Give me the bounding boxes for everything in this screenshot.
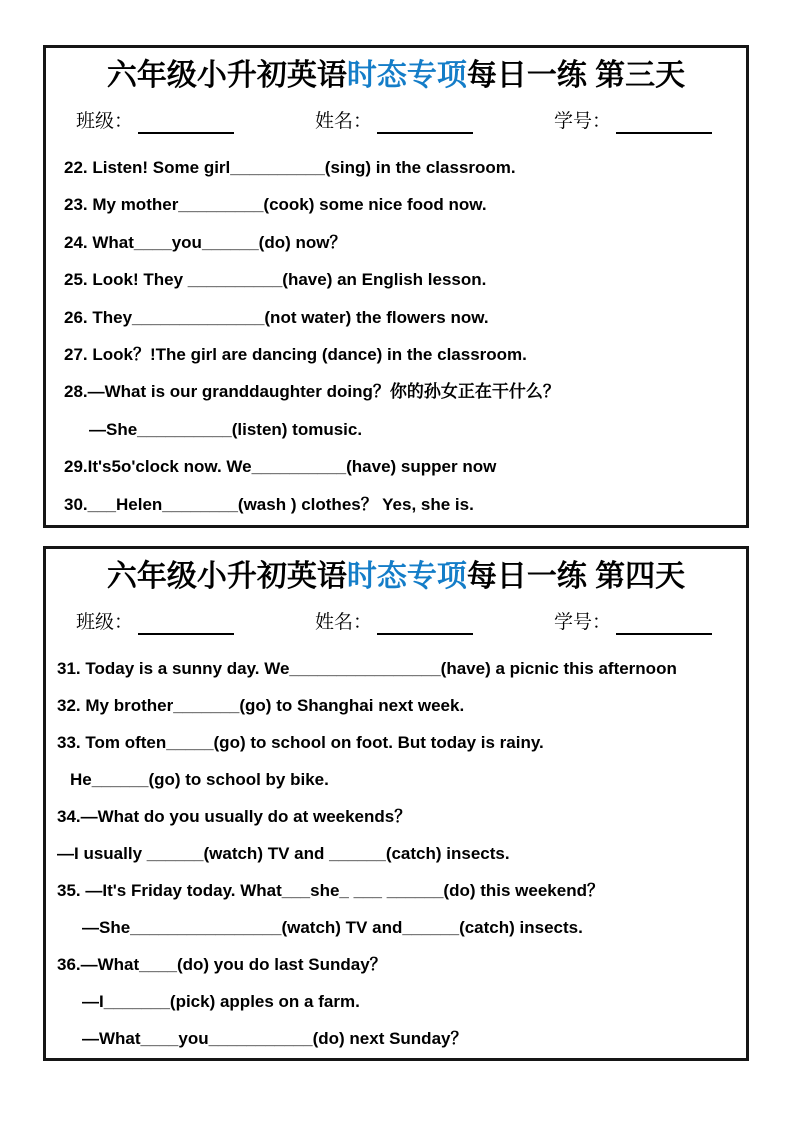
student-id-field [554, 110, 712, 134]
question-line-25: 25. Look! They __________(have) an English lesson. [64, 270, 487, 290]
title-text-left: 六年级小升初英语 [106, 560, 347, 593]
question-line-27: 27. Look？!The girl are dancing (dance) in the classroom. [64, 345, 527, 365]
question-line-23: 23. My mother_________(cook) some nice food now. [64, 195, 487, 215]
title-text-right: 每日一练 第三天 [466, 59, 686, 92]
class-label: 班级： [76, 612, 134, 633]
title-text-right: 每日一练 第四天 [466, 560, 686, 593]
class-label: 班级： [76, 111, 134, 132]
title-highlight: 时态专项 [346, 59, 467, 92]
question-line-36-followup: —What____you___________(do) next Sunday？ [82, 1029, 468, 1048]
question-line-32: 32. My brother_______(go) to Shanghai next week. [57, 696, 465, 715]
question-line-36: 36.—What____(do) you do last Sunday？ [57, 955, 387, 974]
name-label: 姓名： [314, 612, 372, 633]
student-id-label: 学号： [553, 612, 611, 633]
question-list-day4 [46, 650, 746, 1057]
question-line-33-continued: He______(go) to school by bike. [70, 770, 329, 789]
student-id-blank-line [616, 112, 712, 134]
class-blank-line [138, 613, 234, 635]
name-blank-line [377, 613, 473, 635]
class-blank-line [138, 112, 234, 134]
question-line-28-answer: —She__________(listen) tomusic. [89, 419, 363, 439]
question-line-24: 24. What____you______(do) now？ [64, 232, 347, 252]
name-blank-line [377, 112, 473, 134]
question-line-29: 29.It's5o'clock now. We__________(have) supper now [64, 457, 497, 477]
panel-title-day3 [54, 57, 738, 95]
question-line-34: 34.—What do you usually do at weekends？ [57, 807, 412, 826]
question-line-26: 26. They______________(not water) the flowers now. [64, 307, 489, 327]
title-highlight: 时态专项 [346, 560, 467, 593]
question-line-34-answer: —I usually ______(watch) TV and ______(catch) insects. [57, 844, 510, 863]
student-id-label: 学号： [553, 111, 611, 132]
class-field [76, 611, 234, 635]
name-label: 姓名： [314, 111, 372, 132]
question-line-35: 35. —It's Friday today. What___she_ ___ ______(do) this weekend？ [57, 881, 604, 900]
panel-title-day4 [54, 558, 738, 596]
question-line-28: 28.—What is our granddaughter doing？你的孙女正在干什么？ [64, 382, 560, 402]
worksheet-panel-day3 [43, 45, 749, 528]
class-field [76, 110, 234, 134]
student-info-row [76, 110, 712, 134]
worksheet-panel-day4 [43, 546, 749, 1061]
name-field [315, 611, 473, 635]
question-line-33: 33. Tom often_____(go) to school on foot. But today is rainy. [57, 733, 544, 752]
question-line-36-answer: —I_______(pick) apples on a farm. [82, 992, 360, 1011]
question-list-day3 [46, 149, 746, 523]
question-line-22: 22. Listen! Some girl__________(sing) in the classroom. [64, 158, 516, 177]
question-line-30: 30.___Helen________(wash ) clothes？ Yes, she is. [64, 494, 474, 514]
name-field [315, 110, 473, 134]
student-id-blank-line [616, 613, 712, 635]
student-info-row [76, 611, 712, 635]
question-line-31: 31. Today is a sunny day. We________________(have) a picnic this afternoon [57, 659, 677, 678]
question-line-35-answer: —She________________(watch) TV and______(catch) insects. [82, 918, 583, 937]
title-text-left: 六年级小升初英语 [106, 59, 347, 92]
student-id-field [554, 611, 712, 635]
